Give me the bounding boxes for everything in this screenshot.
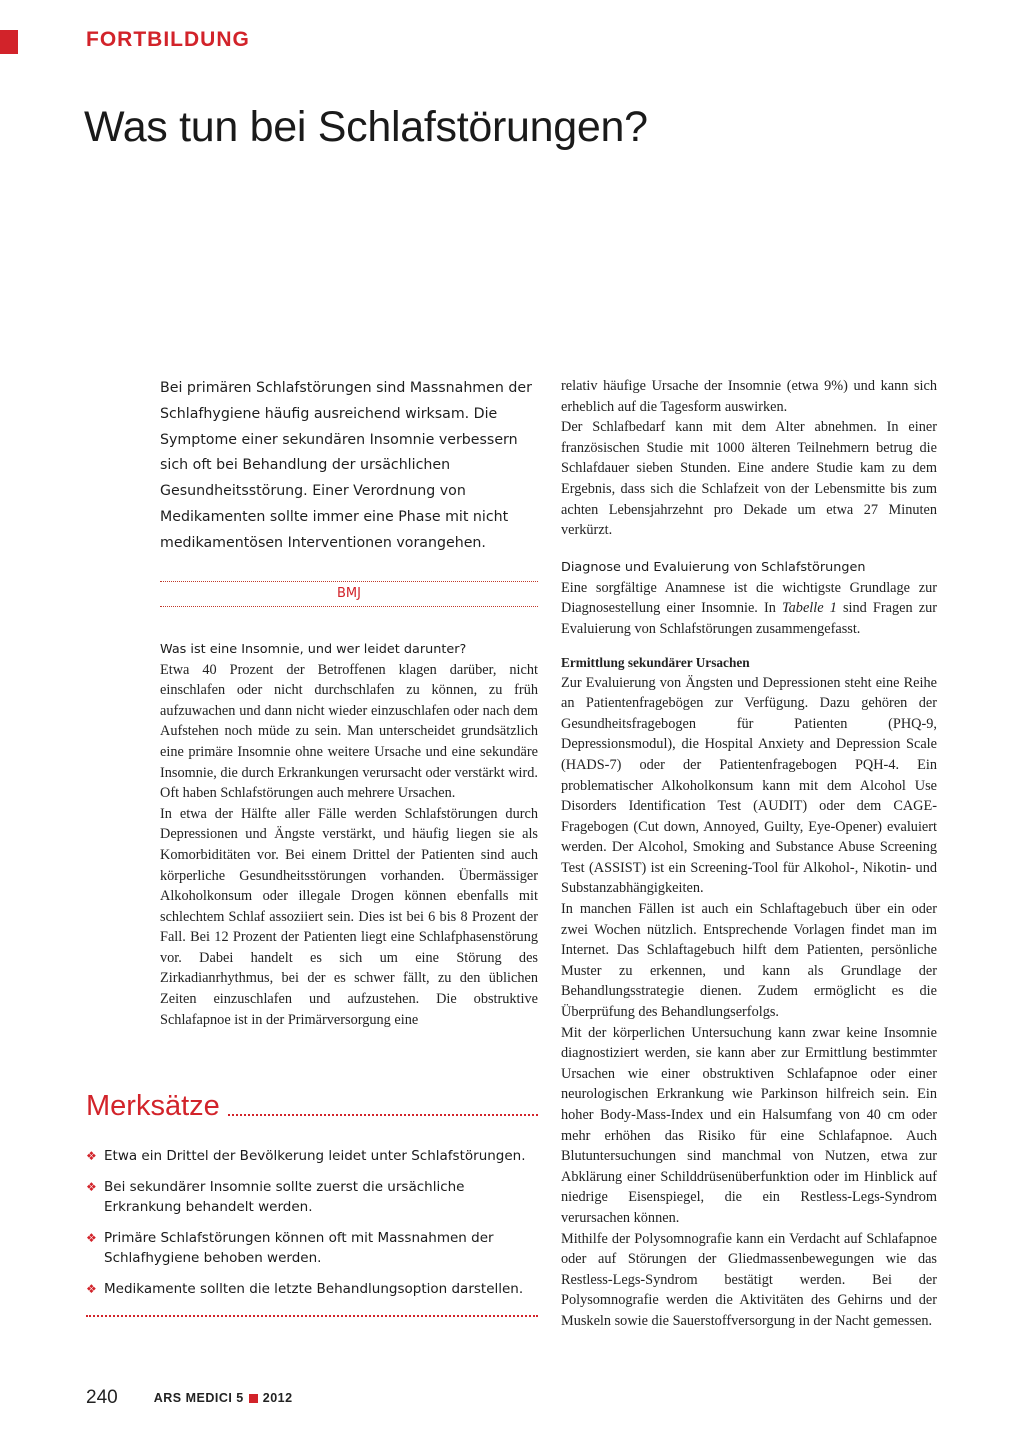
list-item-text: Primäre Schlafstörungen können oft mit Massnahmen der Schlafhygiene behoben werden. (104, 1230, 494, 1266)
subheading: Ermittlung sekundärer Ursachen (561, 654, 750, 670)
body-paragraph: relativ häufige Ursache der Insomnie (etwa 9%) und kann sich erheblich auf die Tagesform auswirken. (561, 378, 937, 415)
square-separator-icon (249, 1394, 258, 1403)
list-item-text: Medikamente sollten die letzte Behandlungsoption darstellen. (104, 1281, 524, 1297)
text-span: sind Fragen zur Evaluierung von Schlafstörungen zusammengefasst. (561, 600, 937, 637)
body-paragraph: In manchen Fällen ist auch ein Schlaftagebuch über ein oder zwei Wochen nützlich. Entsprechende Vorlagen findet man im Internet. Das Schlaftagebuch hilft dem Patienten, persönliche Muster zu erkennen, und kann als Grundlage der Behandlungsstrategie dienen. Zudem ermöglicht es die Überprüfung des Behandlungserfolgs. (561, 901, 937, 1021)
journal-year: 2012 (262, 1391, 293, 1405)
body-paragraph: Etwa 40 Prozent der Betroffenen klagen darüber, nicht einschlafen oder nicht durchschlafen zu können, zu früh aufzuwachen und dann nicht wieder einzuschlafen oder nach dem Aufstehen noch müde zu sein. Man unterscheidet grundsätzlich eine primäre Insomnie ohne weitere Ursache und eine sekundäre Insomnie, die durch Erkrankungen verursacht oder verstärkt wird. Oft haben Schlafstörungen auch mehrere Ursachen. (160, 661, 538, 802)
list-item-text: Bei sekundärer Insomnie sollte zuerst die ursächliche Erkrankung behandelt werden. (104, 1179, 465, 1215)
source-label: BMJ (337, 585, 361, 601)
list-item (86, 1146, 538, 1166)
list-item (86, 1279, 538, 1299)
section-marker (0, 30, 18, 54)
list-item-text: Etwa ein Drittel der Bevölkerung leidet unter Schlafstörungen. (104, 1148, 526, 1164)
journal-name: ARS MEDICI 5 (153, 1391, 244, 1405)
list-item (86, 1228, 538, 1268)
dotted-rule (86, 1315, 538, 1317)
text-span: Eine sorgfältige Anamnese ist die wichtigste Grundlage zur Diagnosestellung einer Insomnie. In (561, 579, 937, 617)
right-column (561, 376, 937, 1332)
subheading: Diagnose und Evaluierung von Schlafstörungen (561, 559, 866, 575)
body-paragraph: In etwa der Hälfte aller Fälle werden Schlafstörungen durch Depressionen und Ängste verstärkt, und häufig liegen sie als Komorbiditäten vor. Bei einem Drittel der Patienten sind auch körperliche Gesundheitsstörungen vorhanden. Übermässiger Alkoholkonsum oder illegale Drogen können ebenfalls mit schlechtem Schlaf assoziiert sein. Dies ist bei 6 bis 8 Prozent der Fall. Bei 12 Prozent der Patienten liegt eine Schlafphasenstörung vor. Dabei handelt es sich um eine Störung des Zirkadianrhythmus, bei der es schwer fällt, zu den üblichen Zeiten einzuschlafen und aufzustehen. Die obstruktive Schlafapnoe ist in der Primärversorgung eine (160, 805, 538, 1028)
page-footer (86, 1387, 293, 1409)
body-paragraph: Der Schlafbedarf kann mit dem Alter abnehmen. In einer französischen Studie mit 1000 älteren Teilnehmern betrug die Schlafdauer sieben Stunden. Eine andere Studie kam zu dem Ergebnis, dass sich die Schlafzeit von der Lebensmitte bis zum achten Lebensjahrzehnt pro Dekade um etwa 27 Minuten verkürzt. (561, 419, 937, 539)
lead-paragraph: Bei primären Schlafstörungen sind Massnahmen der Schlafhygiene häufig ausreichend wirksam. Die Symptome einer sekundären Insomnie verbessern sich oft bei Behandlung der ursächlichen Gesundheitsstörung. Einer Verordnung von Medikamenten sollte immer eine Phase mit nicht medikamentösen Interventionen vorangehen. (160, 380, 532, 551)
list-item (86, 1177, 538, 1217)
body-paragraph: Zur Evaluierung von Ängsten und Depressionen steht eine Reihe an Patientenfragebögen zur Verfügung. Dazu gehören der Gesundheitsfragebogen für Patienten (PHQ-9, Depressionsmodul), die Hospital Anxiety and Depression Scale (HADS-7) oder der Patientenfragebogen PQH-4. Ein problematischer Alkoholkonsum kann mit dem Alcohol Use Disorders Identification Test (AUDIT) oder dem CAGE-Fragebogen (Cut down, Annoyed, Guilty, Eye-Opener) evaluiert werden. Der Alcohol, Smoking and Substance Abuse Screening Test (ASSIST) ist ein Screening-Tool für Alkohol-, Nikotin- und Substanzabhängigkeiten. (561, 674, 937, 897)
diamond-bullet-icon: ❖ (86, 1231, 97, 1245)
journal-info (154, 1391, 293, 1405)
subheading: Was ist eine Insomnie, und wer leidet darunter? (160, 641, 467, 657)
diamond-bullet-icon: ❖ (86, 1180, 97, 1194)
diamond-bullet-icon: ❖ (86, 1149, 97, 1163)
key-points-header (86, 1088, 538, 1124)
section-label: FORTBILDUNG (86, 28, 250, 51)
key-points-box (86, 1088, 538, 1317)
table-reference: Tabelle 1 (782, 600, 837, 617)
body-paragraph: Mit der körperlichen Untersuchung kann zwar keine Insomnie diagnostiziert werden, sie kann aber zur Ermittlung bestimmter Ursachen wie einer obstruktiven Schlafapnoe oder einer neurologischen Erkrankung wie Parkinson hilfreich sein. Ein hoher Body-Mass-Index und ein Halsumfang von 40 cm oder mehr erhöhen das Risiko für eine Schlafapnoe. Auch Blutuntersuchungen sind manchmal von Nutzen, etwa zur Abklärung einer Schilddrüsenüberfunktion oder im Hinblick auf niedrige Eisenspiegel, die ein Restless-Legs-Syndrom verursachen können. (561, 1024, 937, 1226)
left-column (160, 376, 538, 1030)
key-points-title: Merksätze (86, 1090, 220, 1122)
body-paragraph: Mithilfe der Polysomnografie kann ein Verdacht auf Schlafapnoe oder auf Störungen der Gliedmassenbewegungen wie das Restless-Legs-Syndrom bestätigt werden. Bei der Polysomnografie werden die Aktivitäten des Gehirns und der Muskeln sowie die Sauerstoffversorgung in der Nacht gemessen. (561, 1230, 937, 1329)
body-paragraph (561, 578, 937, 640)
dotted-rule (228, 1114, 538, 1116)
page-title: Was tun bei Schlafstörungen? (84, 103, 648, 151)
diamond-bullet-icon: ❖ (86, 1282, 97, 1296)
key-points-list (86, 1146, 538, 1299)
page-number: 240 (86, 1387, 118, 1408)
